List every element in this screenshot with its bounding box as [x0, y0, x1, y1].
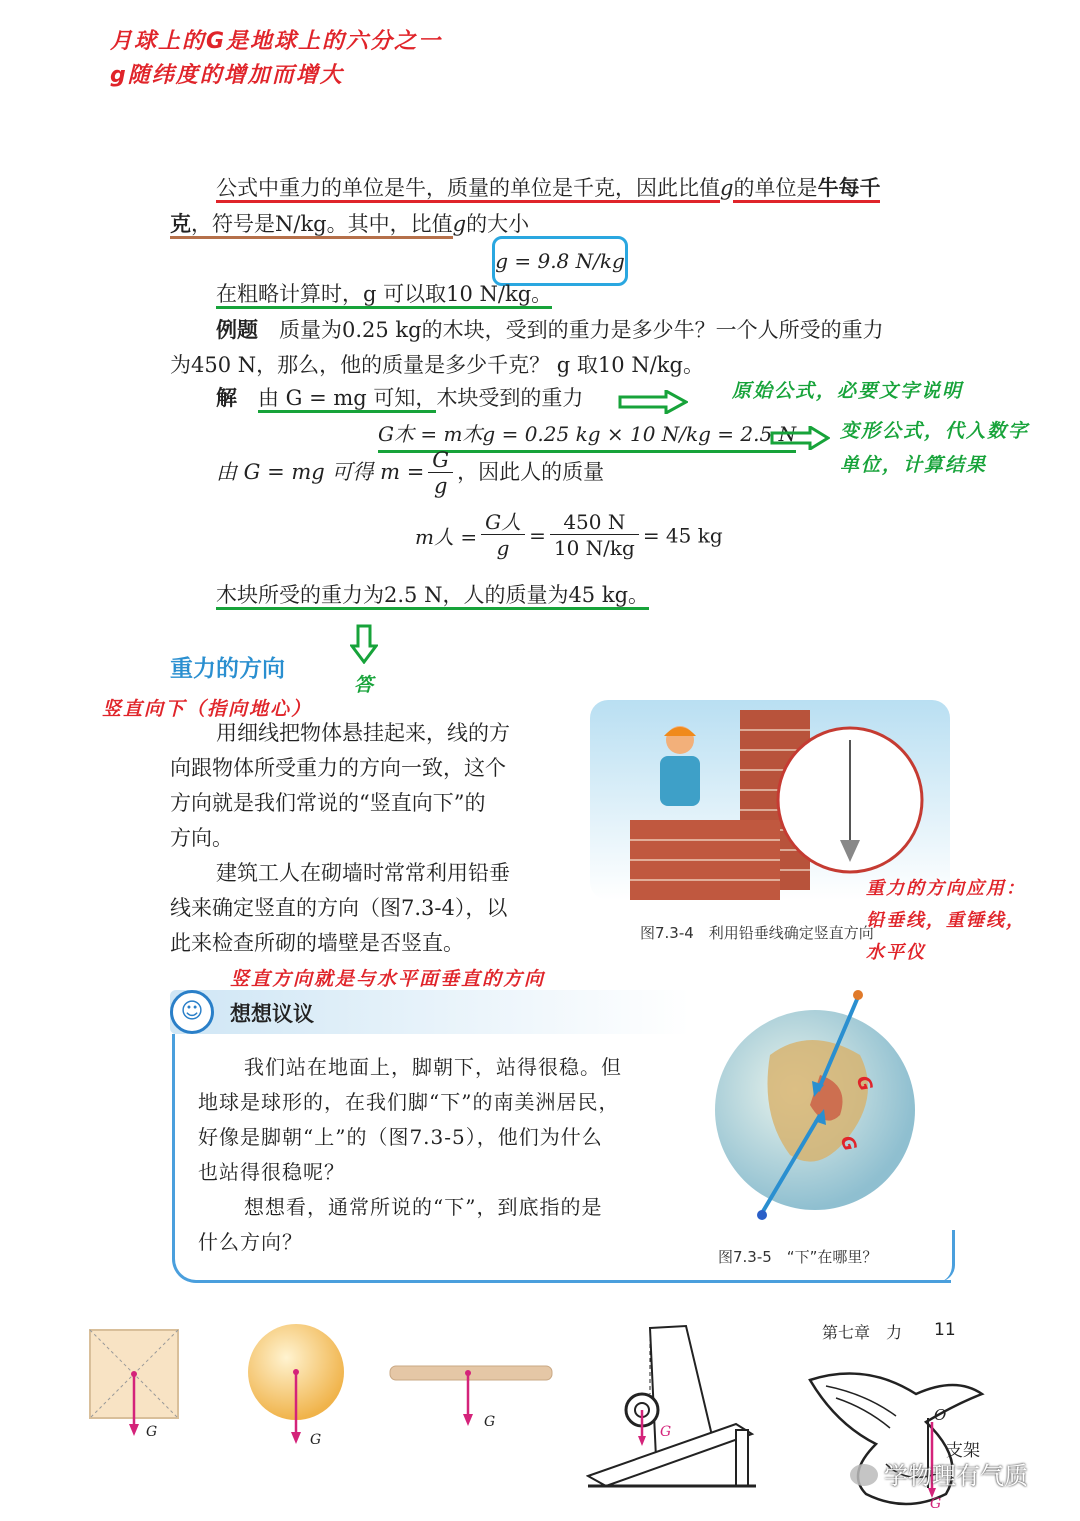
handwritten-application-3: 水平仪: [866, 942, 926, 963]
fraction-denominator: g: [433, 474, 448, 498]
handwritten-note-latitude: g随纬度的增加而增大: [110, 63, 344, 88]
eq-frac-1: [481, 510, 525, 561]
eq-frac-2: [550, 510, 639, 561]
direction-line-2: 向跟物体所受重力的方向一致，这个: [170, 756, 506, 780]
arrow-substitute-note: [770, 426, 830, 454]
label-g-ball: G: [310, 1432, 322, 1448]
handwritten-substitute-note-2: 单位，计算结果: [840, 454, 988, 476]
units-text-1: 公式中重力的单位是牛，质量的单位是千克，因此比值: [216, 176, 720, 203]
eq-equals: =: [529, 523, 546, 548]
paragraph-units: [170, 170, 970, 242]
globe-label-g2: G: [835, 1133, 862, 1156]
direction-line-6: 线来确定竖直的方向（图7.3-4），以: [170, 896, 508, 920]
eq-num-2: 450 N: [550, 510, 639, 535]
discuss-line-3: 好像是脚朝“上”的（图7.3-5），他们为什么: [198, 1125, 603, 1149]
globe-label-g1: G: [851, 1073, 878, 1096]
figure2-caption: 图7.3-5 “下”在哪里？: [718, 1248, 878, 1266]
handwritten-substitute-note-1: 变形公式，代入数字: [840, 420, 1030, 442]
rough-calc: [216, 277, 552, 312]
equation-person-mass: [415, 510, 723, 561]
solution-label: 解: [216, 385, 237, 410]
symbol-g-2: g: [452, 212, 467, 236]
figure-level-instrument: [586, 1324, 758, 1488]
eq-den-2: 10 N/kg: [553, 536, 635, 560]
label-g-bird: G: [930, 1496, 942, 1512]
units-text-4: 的大小: [466, 212, 530, 236]
example-label: 例题: [216, 317, 258, 342]
example-line-1: 质量为0.25 kg的木块，受到的重力是多少牛？一个人所受的重力: [279, 318, 884, 342]
direction-line-1: 用细线把物体悬挂起来，线的方: [216, 721, 510, 745]
discuss-line-6: 什么方向？: [198, 1230, 303, 1254]
example-block: [170, 312, 990, 383]
watermark-text: 学物理有气质: [884, 1462, 1028, 1490]
eq-mass-left: m人 =: [415, 525, 478, 549]
eq-num-1: G人: [481, 510, 525, 535]
fraction-numerator: G: [428, 448, 453, 473]
mass-formula-text: 由 G = mg 可得 m =: [216, 460, 425, 484]
handwritten-answer: 答: [354, 674, 376, 696]
units-text-2: 的单位是: [733, 176, 817, 203]
solution-line-1: [216, 380, 583, 416]
handwritten-formula-note: 原始公式，必要文字说明: [732, 380, 964, 402]
discuss-line-4: 也站得很稳呢？: [198, 1160, 345, 1184]
figure-ball-gravity: [244, 1324, 348, 1454]
discuss-title: 想想议议: [230, 1002, 314, 1026]
page-chapter: 第七章 力: [822, 1323, 903, 1342]
discuss-line-1: 我们站在地面上，脚朝下，站得很稳。但: [244, 1055, 622, 1079]
watermark-icon: [850, 1464, 878, 1486]
figure-plumb-line: [590, 700, 950, 900]
equation-wood-weight: [378, 418, 796, 447]
handwritten-vertical-note: 竖直方向就是与水平面垂直的方向: [230, 968, 546, 990]
solution-line-3: [216, 448, 604, 499]
g-value-box: g = 9.8 N/kg: [492, 236, 628, 286]
discuss-frame-right: [938, 1230, 955, 1282]
figure1-caption: 图7.3-4 利用铅垂线确定竖直方向: [640, 924, 874, 942]
solution-text: 木块受到的重力: [436, 386, 584, 410]
conclusion: [216, 578, 649, 613]
direction-line-5: 建筑工人在砌墙时常常利用铅垂: [216, 861, 510, 885]
eq-result: = 45 kg: [642, 523, 723, 548]
direction-line-4: 方向。: [170, 826, 233, 850]
direction-paragraph: [170, 716, 550, 961]
arrow-formula-note: [618, 390, 688, 418]
handwritten-application-1: 重力的方向应用：: [866, 878, 1026, 899]
solution-formula: 由 G = mg 可知，: [258, 386, 436, 413]
rough-calc-text: 在粗略计算时，g 可以取10 N/kg。: [216, 282, 552, 309]
discuss-line-5: 想想看，通常所说的“下”，到底指的是: [244, 1195, 603, 1219]
direction-line-7: 此来检查所砌的墙壁是否竖直。: [170, 931, 464, 955]
handwritten-application-2: 铅垂线，重锤线，: [866, 910, 1026, 931]
mass-text: ，因此人的质量: [457, 460, 605, 484]
label-support: 支架: [946, 1441, 980, 1461]
eq-den-1: g: [496, 536, 510, 560]
units-text-3: ，符号是N/kg。其中，比值: [191, 212, 453, 239]
handwritten-direction-note: 竖直向下（指向地心）: [102, 698, 313, 720]
arrow-answer: [350, 624, 378, 668]
handwritten-note-moon: 月球上的G是地球上的六分之一: [110, 29, 443, 54]
label-g-rod: G: [484, 1414, 496, 1430]
label-g-box: G: [146, 1424, 158, 1440]
unit-name-bold-2: 克: [170, 211, 191, 239]
figure-rod-gravity: [388, 1362, 554, 1432]
page-number: 11: [934, 1320, 956, 1340]
figure-box-gravity: [88, 1328, 188, 1448]
discuss-icon: ☺: [170, 990, 214, 1034]
symbol-g: g: [720, 176, 734, 200]
conclusion-text: 木块所受的重力为2.5 N，人的质量为45 kg。: [216, 583, 649, 610]
section-title: 重力的方向: [170, 656, 285, 682]
equation-wood-text: G木 = m木g = 0.25 kg × 10 N/kg = 2.5 N: [378, 422, 796, 453]
discuss-header: [170, 990, 690, 1034]
label-g-level: G: [660, 1424, 672, 1440]
discuss-text: [198, 1050, 698, 1260]
discuss-line-2: 地球是球形的，在我们脚“下”的南美洲居民，: [198, 1090, 620, 1114]
unit-name-bold: 牛每千: [817, 175, 880, 203]
fraction-g-over-g: [428, 448, 453, 499]
direction-line-3: 方向就是我们常说的“竖直向下”的: [170, 791, 486, 815]
figure-globe: [710, 985, 920, 1225]
label-o-pivot: O: [934, 1406, 947, 1424]
example-line-2: 为450 N，那么，他的质量是多少千克？ g 取10 N/kg。: [170, 353, 704, 377]
